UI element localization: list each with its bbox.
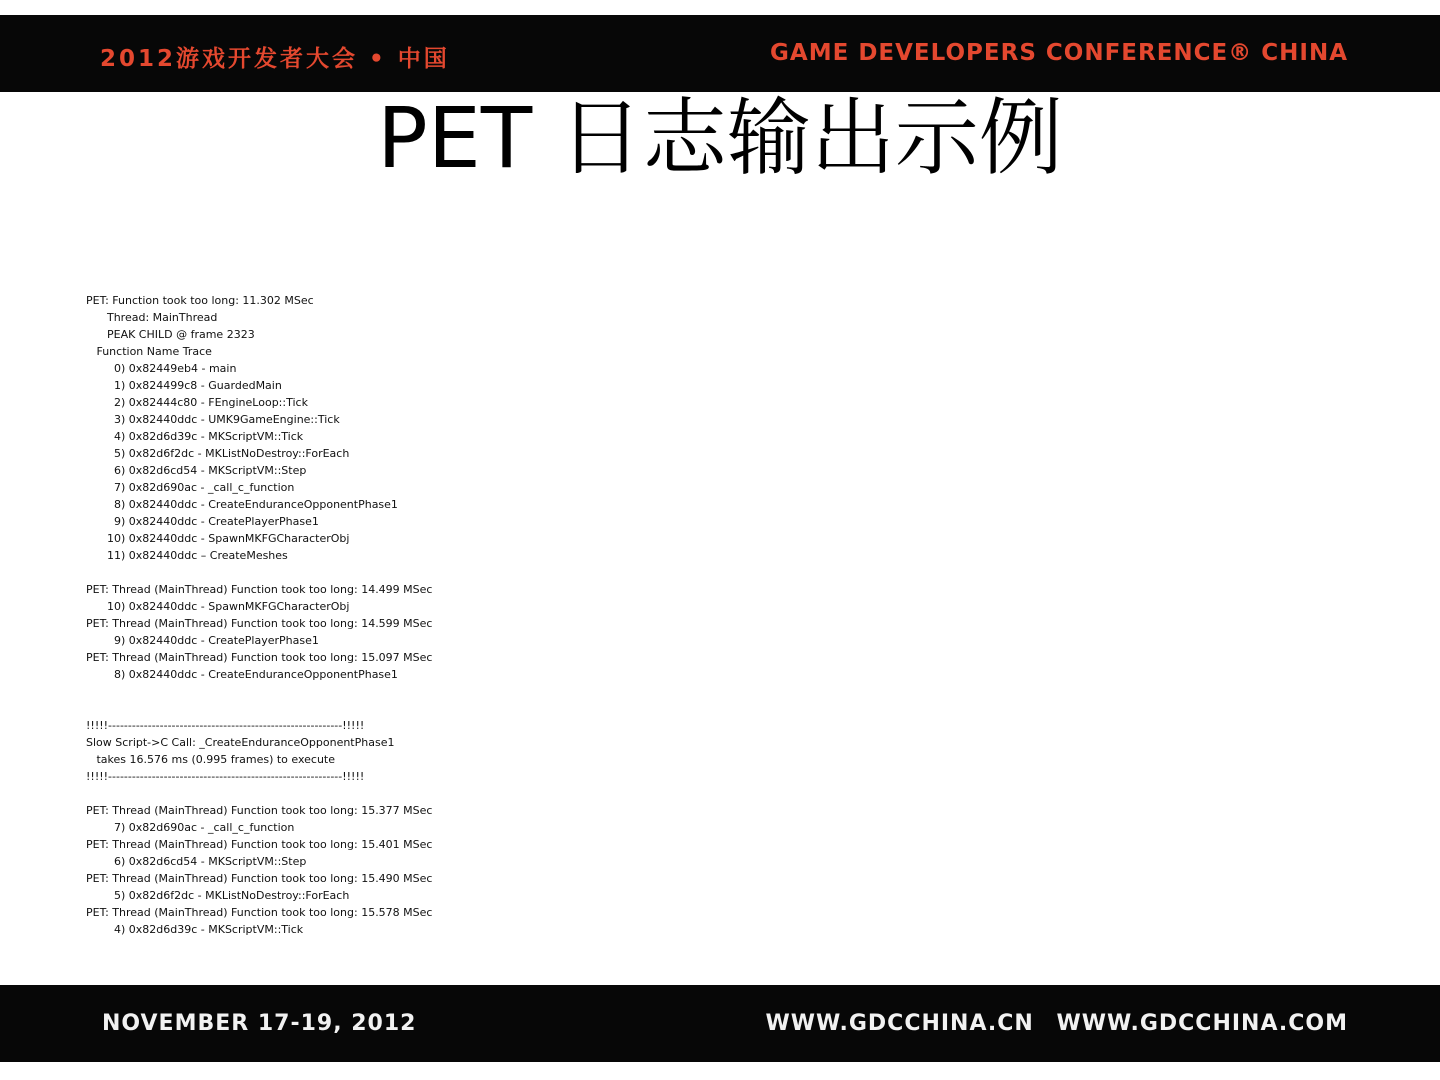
log-line — [86, 564, 786, 581]
conference-header-banner — [0, 15, 1440, 92]
log-line: Thread: MainThread — [86, 311, 218, 324]
log-line: 7) 0x82d690ac - _call_c_function — [86, 821, 295, 834]
header-chinese-title: 2012游戏开发者大会 • 中国 — [100, 46, 450, 72]
log-line: PEAK CHILD @ frame 2323 — [86, 328, 255, 341]
log-line: PET: Function took too long: 11.302 MSec — [86, 294, 314, 307]
log-line: PET: Thread (MainThread) Function took too long: 15.097 MSec — [86, 651, 433, 664]
log-line: !!!!!-----------------------------------------------------------!!!!! — [86, 719, 365, 732]
log-line — [86, 700, 786, 717]
bottom-margin-strip — [0, 1062, 1440, 1080]
log-line: Slow Script->C Call: _CreateEnduranceOpponentPhase1 — [86, 736, 395, 749]
top-margin-strip — [0, 0, 1440, 15]
log-line: Function Name Trace — [86, 345, 212, 358]
footer-date: NOVEMBER 17-19, 2012 — [102, 1011, 417, 1036]
log-line: PET: Thread (MainThread) Function took too long: 15.401 MSec — [86, 838, 433, 851]
log-line: takes 16.576 ms (0.995 frames) to execute — [86, 753, 336, 766]
log-line: 5) 0x82d6f2dc - MKListNoDestroy::ForEach — [86, 889, 350, 902]
log-line: 10) 0x82440ddc - SpawnMKFGCharacterObj — [86, 532, 350, 545]
log-line — [86, 785, 786, 802]
log-line: 4) 0x82d6d39c - MKScriptVM::Tick — [86, 923, 304, 936]
log-line: 0) 0x82449eb4 - main — [86, 362, 237, 375]
log-line: 11) 0x82440ddc – CreateMeshes — [86, 549, 288, 562]
conference-footer-banner — [0, 985, 1440, 1062]
log-line: 9) 0x82440ddc - CreatePlayerPhase1 — [86, 515, 319, 528]
log-line: 7) 0x82d690ac - _call_c_function — [86, 481, 295, 494]
log-line: 4) 0x82d6d39c - MKScriptVM::Tick — [86, 430, 304, 443]
pet-log-output — [86, 292, 786, 938]
footer-website-links: WWW.GDCCHINA.CN WWW.GDCCHINA.COM — [765, 1011, 1348, 1036]
log-line: PET: Thread (MainThread) Function took too long: 14.499 MSec — [86, 583, 433, 596]
log-line: 3) 0x82440ddc - UMK9GameEngine::Tick — [86, 413, 340, 426]
header-english-title: GAME DEVELOPERS CONFERENCE® CHINA — [770, 40, 1348, 66]
log-line: 2) 0x82444c80 - FEngineLoop::Tick — [86, 396, 308, 409]
log-line: 8) 0x82440ddc - CreateEnduranceOpponentPhase1 — [86, 498, 398, 511]
log-line: 6) 0x82d6cd54 - MKScriptVM::Step — [86, 855, 307, 868]
log-line: PET: Thread (MainThread) Function took too long: 14.599 MSec — [86, 617, 433, 630]
log-line: 8) 0x82440ddc - CreateEnduranceOpponentPhase1 — [86, 668, 398, 681]
log-line: 1) 0x824499c8 - GuardedMain — [86, 379, 282, 392]
log-line: 10) 0x82440ddc - SpawnMKFGCharacterObj — [86, 600, 350, 613]
log-line: !!!!!-----------------------------------------------------------!!!!! — [86, 770, 365, 783]
slide-title: PET 日志输出示例 — [377, 89, 1063, 187]
log-line: 6) 0x82d6cd54 - MKScriptVM::Step — [86, 464, 307, 477]
log-line — [86, 683, 786, 700]
log-line: 9) 0x82440ddc - CreatePlayerPhase1 — [86, 634, 319, 647]
log-line: PET: Thread (MainThread) Function took too long: 15.490 MSec — [86, 872, 433, 885]
log-line: PET: Thread (MainThread) Function took too long: 15.578 MSec — [86, 906, 433, 919]
log-line: PET: Thread (MainThread) Function took too long: 15.377 MSec — [86, 804, 433, 817]
log-line: 5) 0x82d6f2dc - MKListNoDestroy::ForEach — [86, 447, 350, 460]
